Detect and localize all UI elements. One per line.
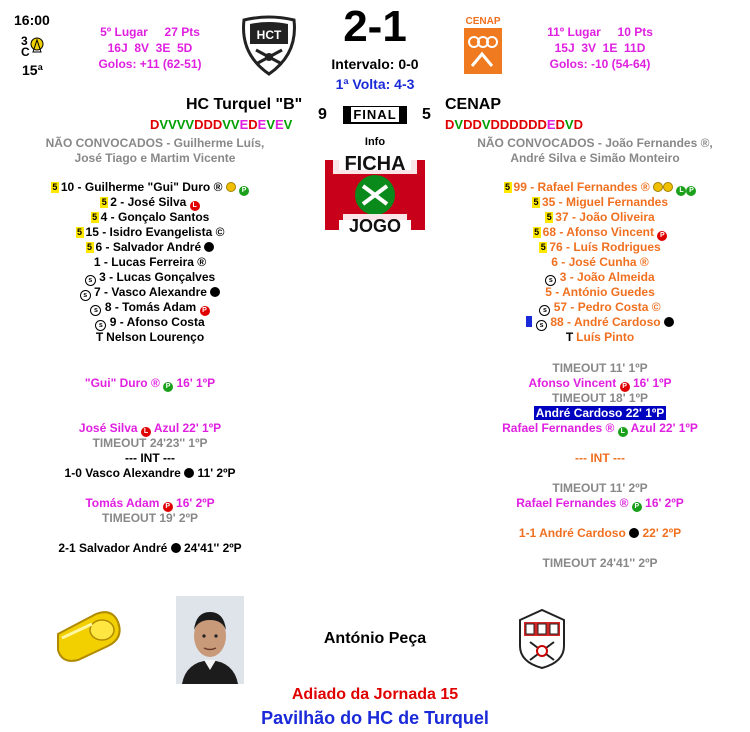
starter-five-badge: 5 [52, 182, 58, 192]
form-result-letter: E [275, 117, 284, 132]
home-event-row [0, 436, 300, 451]
event-text: --- INT --- [125, 451, 175, 465]
away-player-row[interactable] [450, 315, 750, 331]
coach-icon: T [565, 330, 574, 344]
event-time: 16' 1ºP [632, 376, 672, 390]
form-result-letter: D [472, 117, 482, 132]
home-player-row[interactable] [0, 210, 300, 225]
event-time: 22' 2ºP [642, 526, 682, 540]
away-not-called-line-2: André Silva e Simão Monteiro [510, 151, 680, 165]
form-result-letter: V [454, 117, 464, 132]
event-text: TIMEOUT 24'23'' 1ºP [92, 436, 208, 450]
away-player-name: 57 - Pedro Costa © [553, 300, 661, 314]
form-result-letter: D [555, 117, 565, 132]
coach-icon: T [95, 330, 104, 344]
away-event-row [450, 496, 750, 512]
away-form [445, 117, 583, 132]
away-event-row[interactable] [450, 406, 750, 421]
away-shots: 5 [422, 106, 431, 123]
event-text: TIMEOUT 18' 1ºP [552, 391, 648, 405]
home-player-row[interactable] [0, 255, 300, 270]
form-result-letter: D [518, 117, 529, 132]
home-player-row[interactable] [0, 285, 300, 301]
away-player-row[interactable] [450, 255, 750, 270]
blue-card-icon [526, 316, 532, 327]
substitute-icon: s [545, 275, 556, 286]
away-standing-line-2: 15J 3V 1E 11D [554, 41, 646, 55]
home-logo-text: HCT [256, 28, 282, 42]
home-player-row[interactable] [0, 225, 300, 240]
ficha-text: FICHA [344, 153, 406, 175]
away-team-name[interactable]: CENAP [445, 96, 502, 113]
svg-text:3: 3 [21, 34, 28, 48]
away-standing [530, 24, 670, 72]
substitute-icon: s [90, 305, 101, 316]
home-not-called [20, 136, 290, 166]
penalty-icon: P [200, 306, 210, 316]
home-team-logo[interactable] [238, 14, 300, 76]
match-sheet-button[interactable] [325, 150, 425, 238]
event-time: Azul 22' 1ºP [153, 421, 222, 435]
home-coach-name: Nelson Lourenço [106, 330, 205, 344]
goal-icon: P [239, 186, 249, 196]
event-player: Afonso Vincent [528, 376, 617, 390]
starter-five-badge: 5 [87, 242, 93, 252]
event-text: TIMEOUT 11' 2ºP [552, 481, 648, 495]
home-event-row [0, 511, 300, 526]
home-standing-line-1: 5º Lugar 27 Pts [100, 25, 200, 39]
event-time: 16' 2ºP [176, 496, 215, 510]
form-result-letter: V [230, 117, 240, 132]
away-not-called-line-1: NÃO CONVOCADOS - João Fernandes ®, [477, 136, 713, 150]
home-player-row[interactable] [0, 240, 300, 255]
referee-photo[interactable] [176, 596, 244, 684]
goal-ball-icon [210, 287, 220, 297]
penalty-icon: P [657, 231, 667, 241]
info-label[interactable]: Info [364, 136, 386, 148]
event-text: --- INT --- [575, 451, 625, 465]
starter-five-badge: 5 [101, 197, 107, 207]
form-result-letter: V [283, 117, 293, 132]
home-player-name: 15 - Isidro Evangelista © [85, 225, 225, 239]
away-player-name: 6 - José Cunha ® [551, 255, 649, 269]
event-player: 1-0 Vasco Alexandre [64, 466, 181, 480]
form-result-letter: D [573, 117, 583, 132]
away-event-row [450, 361, 750, 376]
goal-ball-icon [184, 468, 194, 478]
form-result-letter: E [239, 117, 249, 132]
home-player-row[interactable] [0, 300, 300, 316]
penalty-icon: P [163, 502, 173, 512]
kickoff-time: 16:00 [14, 12, 50, 28]
jogo-text: JOGO [348, 216, 402, 236]
postponed-notice: Adiado da Jornada 15 [291, 686, 459, 703]
starter-five-badge: 5 [533, 197, 539, 207]
away-player-row[interactable] [450, 300, 750, 316]
goal-ball-icon [171, 543, 181, 553]
away-logo-text: CENAP [465, 16, 501, 27]
halftime-score: Intervalo: 0-0 [331, 56, 419, 72]
substitute-icon: s [80, 290, 91, 301]
away-player-name: 76 - Luís Rodrigues [549, 240, 661, 254]
form-result-letter: V [481, 117, 491, 132]
home-player-row[interactable] [0, 315, 300, 331]
substitute-icon: s [536, 320, 547, 331]
away-standing-line-1: 11º Lugar 10 Pts [547, 25, 653, 39]
event-player: 1-1 André Cardoso [518, 526, 626, 540]
away-player-row[interactable] [450, 285, 750, 300]
event-player: Rafael Fernandes ® [516, 496, 629, 510]
away-player-name: 88 - André Cardoso [550, 315, 661, 329]
form-result-letter: D [499, 117, 510, 132]
home-event-row [0, 541, 300, 556]
captain-icon [653, 182, 663, 192]
away-event-row [450, 451, 750, 466]
away-not-called [455, 136, 735, 166]
home-player-name: 7 - Vasco Alexandre [94, 285, 207, 299]
event-player: 2-1 Salvador André [58, 541, 168, 555]
form-result-letter: D [212, 117, 223, 132]
home-player-name: 9 - Afonso Costa [109, 315, 205, 329]
goal-ball-icon [204, 242, 214, 252]
event-time: 16' 1ºP [176, 376, 216, 390]
home-event-row [0, 451, 300, 466]
substitute-icon: s [539, 305, 550, 316]
home-event-row [0, 376, 300, 392]
penalty-icon: P [620, 382, 630, 392]
away-coach-row[interactable] [450, 330, 750, 345]
home-player-name: 4 - Gonçalo Santos [100, 210, 210, 224]
home-player-name: 3 - Lucas Gonçalves [99, 270, 216, 284]
away-player-name: 5 - António Guedes [545, 285, 655, 299]
form-result-letter: E [257, 117, 267, 132]
away-event-row [450, 556, 750, 571]
form-result-letter: D [445, 117, 455, 132]
home-not-called-line-2: José Tiago e Martim Vicente [74, 151, 236, 165]
away-coach-name: Luís Pinto [576, 330, 635, 344]
form-result-letter: V [222, 117, 231, 132]
goal-icon: P [686, 186, 696, 196]
substitute-icon: s [85, 275, 96, 286]
goal-icon: P [632, 502, 642, 512]
form-result-letter: D [463, 117, 473, 132]
card-red-icon: L [141, 427, 151, 437]
form-result-letter: D [528, 117, 538, 132]
starter-five-badge: 5 [92, 212, 98, 222]
away-player-name: 35 - Miguel Fernandes [541, 195, 669, 209]
away-player-row[interactable] [450, 270, 750, 286]
captain-icon [226, 182, 236, 192]
form-result-letter: D [150, 117, 160, 132]
home-player-name: 2 - José Silva [110, 195, 187, 209]
home-standing [80, 24, 220, 72]
form-result-letter: D [537, 117, 547, 132]
form-result-letter: D [248, 117, 258, 132]
match-score: 2-1 [343, 2, 407, 51]
form-result-letter: V [168, 117, 177, 132]
away-team-logo[interactable] [462, 14, 504, 76]
away-player-row[interactable] [450, 225, 750, 241]
away-event-row [450, 391, 750, 406]
captain-icon [663, 182, 673, 192]
event-text: TIMEOUT 11' 1ºP [552, 361, 648, 375]
form-result-letter: V [159, 117, 169, 132]
event-player: José Silva [78, 421, 138, 435]
home-not-called-line-1: NÃO CONVOCADOS - Guilherme Luís, [45, 136, 265, 150]
card-red-icon: L [190, 201, 200, 211]
away-event-row [450, 481, 750, 496]
event-player: Tomás Adam [85, 496, 160, 510]
form-result-letter: V [564, 117, 574, 132]
form-result-letter: D [490, 117, 500, 132]
home-player-row[interactable] [0, 195, 300, 211]
referee-name: António Peça [323, 630, 427, 647]
goal-ball-icon [664, 317, 674, 327]
away-player-row[interactable] [450, 195, 750, 210]
away-player-name: 3 - João Almeida [559, 270, 655, 284]
home-standing-line-2: 16J 8V 3E 5D [107, 41, 193, 55]
away-player-name: 68 - Afonso Vincent [542, 225, 654, 239]
event-player: Rafael Fernandes ® [502, 421, 615, 435]
home-event-row [0, 496, 300, 512]
whistle-icon [52, 604, 124, 662]
form-result-letter: V [266, 117, 275, 132]
home-player-name: 1 - Lucas Ferreira ® [93, 255, 207, 269]
starter-five-badge: 5 [505, 182, 511, 192]
final-badge-label: FINAL [353, 107, 397, 122]
venue-name: Pavilhão do HC de Turquel [261, 708, 489, 728]
home-player-row[interactable] [0, 180, 300, 196]
home-event-row [0, 466, 300, 481]
away-player-row[interactable] [450, 180, 750, 196]
home-player-name: 6 - Salvador André [95, 240, 202, 254]
away-event-row [450, 526, 750, 541]
goal-icon: L [618, 427, 628, 437]
starter-five-badge: 5 [77, 227, 83, 237]
away-player-row[interactable] [450, 240, 750, 255]
home-shots: 9 [318, 106, 327, 123]
form-result-letter: D [203, 117, 213, 132]
goal-ball-icon [629, 528, 639, 538]
home-coach-row[interactable] [0, 330, 300, 345]
home-player-row[interactable] [0, 270, 300, 286]
form-result-letter: D [194, 117, 204, 132]
home-player-name: 8 - Tomás Adam [104, 300, 197, 314]
away-player-row[interactable] [450, 210, 750, 225]
home-event-row [0, 421, 300, 437]
home-team-name[interactable]: HC Turquel "B" [186, 96, 303, 113]
competition-icon [20, 32, 46, 58]
away-event-row [450, 421, 750, 437]
form-result-letter: E [546, 117, 556, 132]
form-result-letter: D [509, 117, 519, 132]
round-number: 15ª [22, 62, 43, 78]
starter-five-badge: 5 [546, 212, 552, 222]
away-standing-line-3: Golos: -10 (54-64) [549, 57, 651, 71]
form-result-letter: V [185, 117, 195, 132]
event-highlight: André Cardoso 22' 1ºP [535, 406, 665, 420]
event-text: TIMEOUT 19' 2ºP [102, 511, 198, 525]
away-event-row [450, 376, 750, 392]
goal-icon: L [676, 186, 686, 196]
starter-five-badge: 5 [540, 242, 546, 252]
form-result-letter: V [176, 117, 186, 132]
substitute-icon: s [95, 320, 106, 331]
goal-icon: P [163, 382, 173, 392]
home-player-name: 10 - Guilherme "Gui" Duro ® [60, 180, 223, 194]
event-time: 24'41'' 2ºP [183, 541, 242, 555]
event-time: 16' 2ºP [645, 496, 684, 510]
event-time: Azul 22' 1ºP [630, 421, 698, 435]
starter-five-badge: 5 [534, 227, 540, 237]
home-form [150, 117, 292, 132]
home-standing-line-3: Golos: +11 (62-51) [98, 57, 202, 71]
event-time: 11' 2ºP [197, 466, 236, 480]
association-logo [512, 606, 572, 670]
event-text: TIMEOUT 24'41'' 2ºP [542, 556, 658, 570]
svg-text:C: C [21, 45, 30, 58]
first-leg-score: 1ª Volta: 4-3 [335, 76, 415, 92]
final-badge [343, 106, 407, 124]
away-player-name: 37 - João Oliveira [555, 210, 655, 224]
away-player-name: 99 - Rafael Fernandes ® [513, 180, 650, 194]
event-player: "Gui" Duro ® [84, 376, 160, 390]
